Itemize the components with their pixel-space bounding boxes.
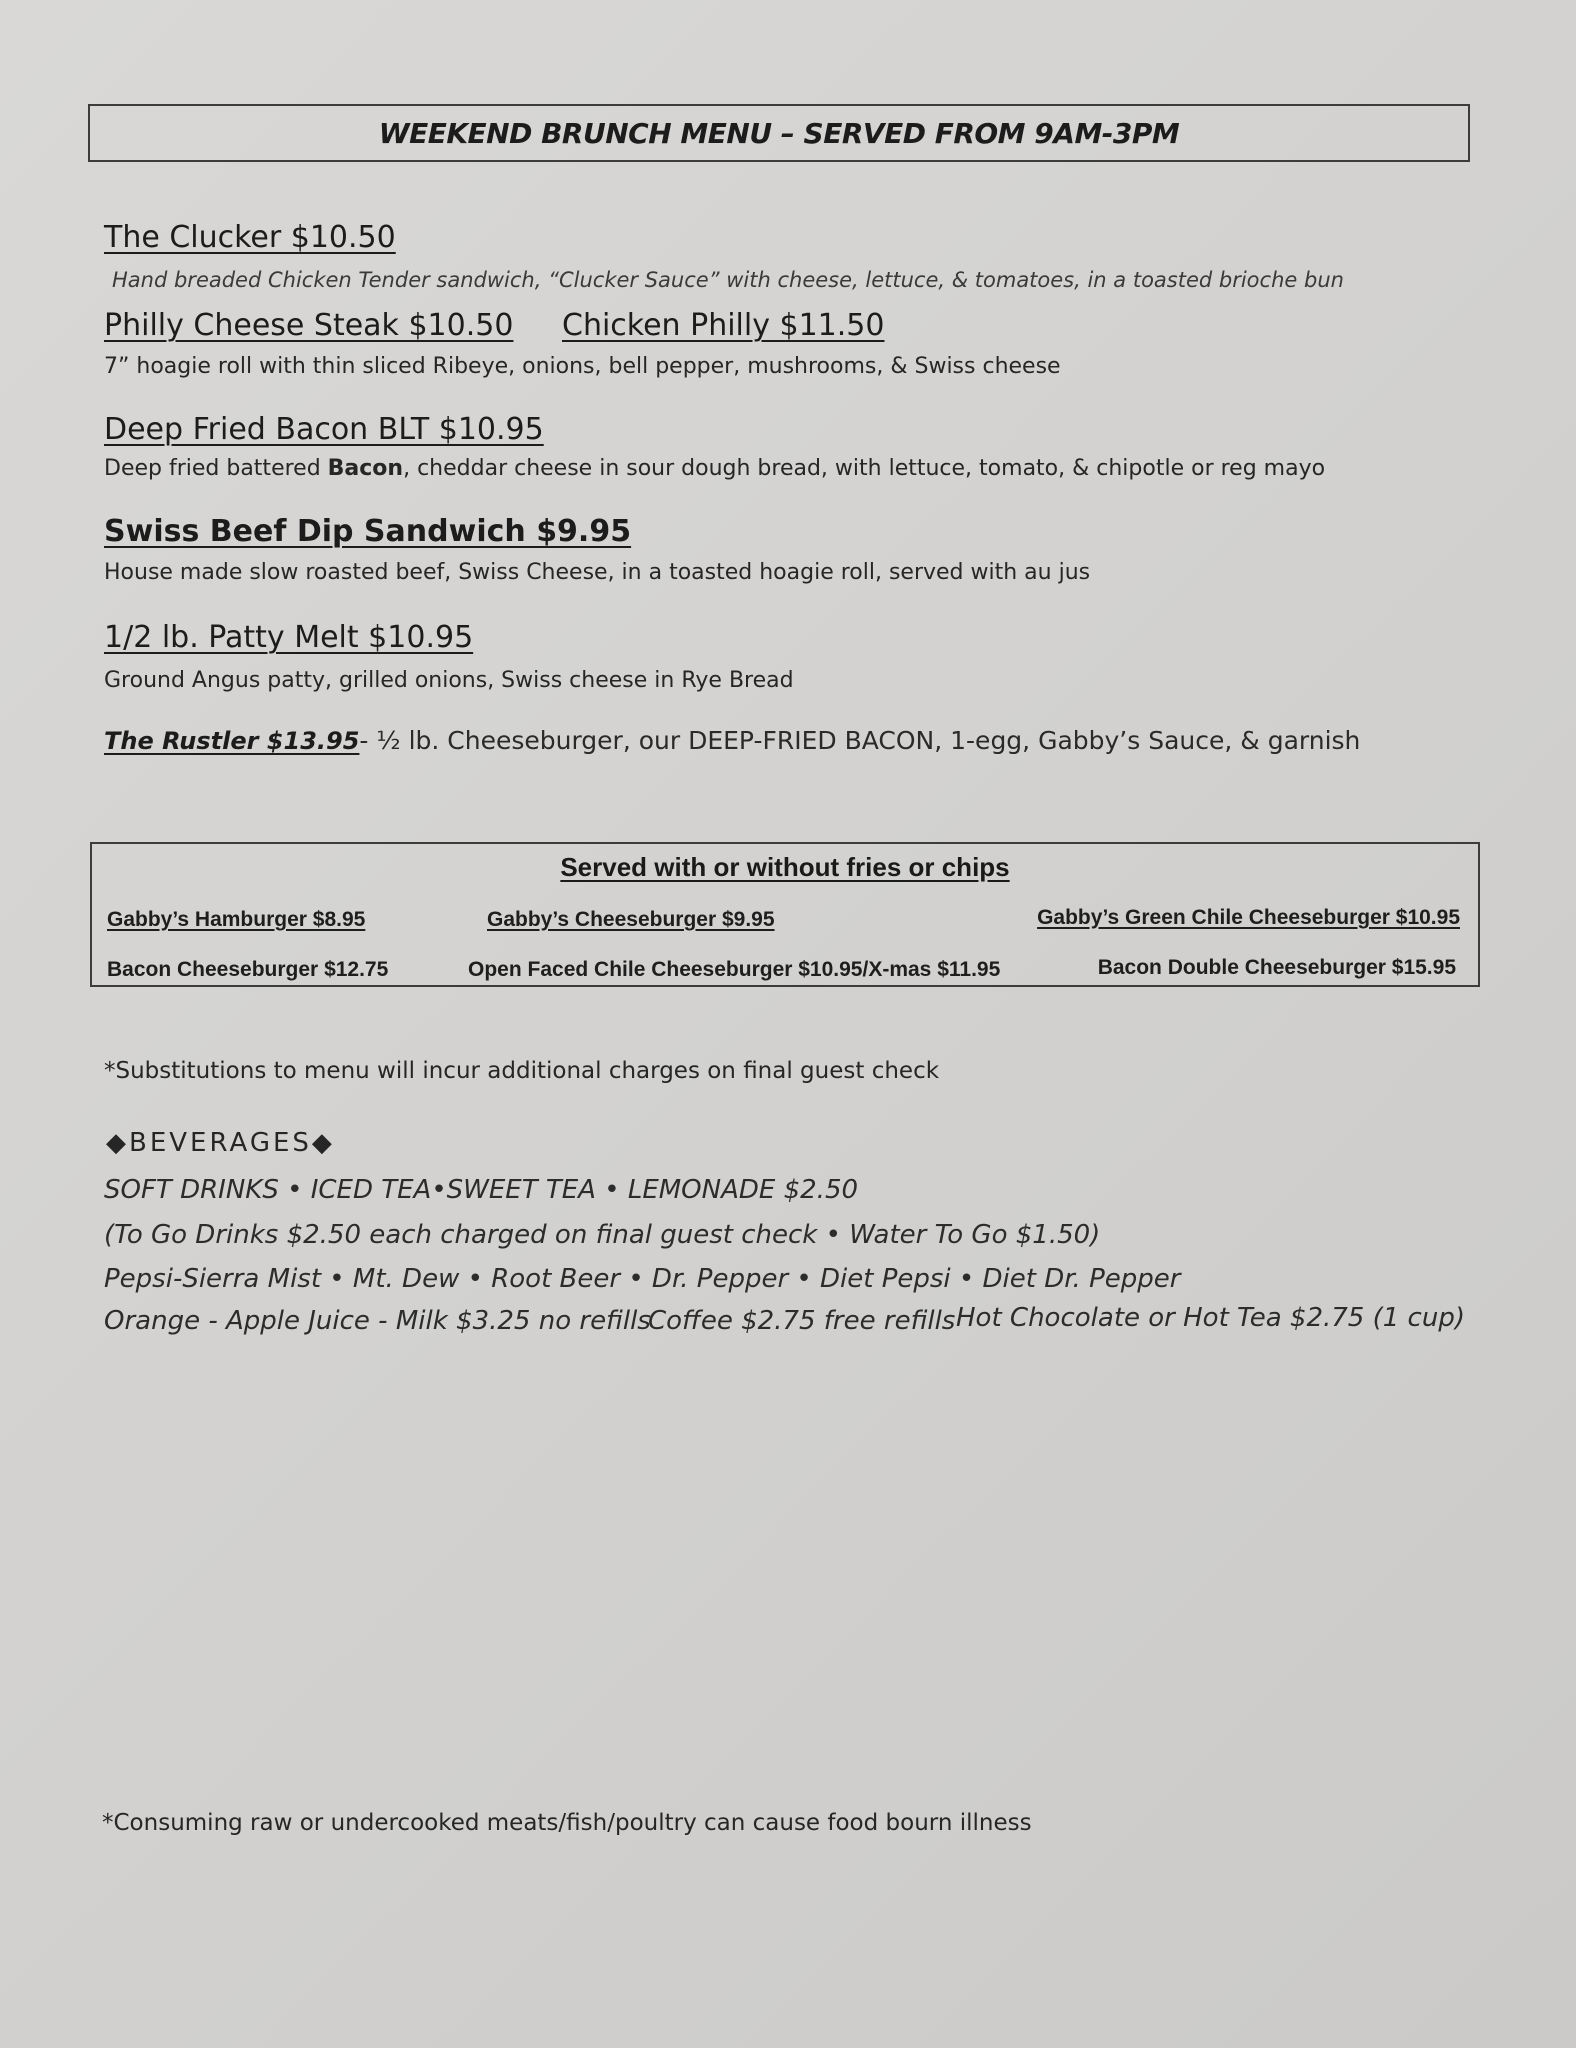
raw-food-warning: *Consuming raw or undercooked meats/fish/poultry can cause food bourn illness xyxy=(102,1810,1032,1836)
beverages-line-hot-drinks: Hot Chocolate or Hot Tea $2.75 (1 cup) xyxy=(956,1303,1465,1333)
item-desc-rustler: ½ lb. Cheeseburger, our DEEP-FRIED BACON, 1-egg, Gabby’s Sauce, & garnish xyxy=(376,726,1361,755)
burger-bacon-double-cheeseburger: Bacon Double Cheeseburger $15.95 xyxy=(1097,956,1456,979)
item-desc-swiss-beef-dip: House made slow roasted beef, Swiss Cheese, in a toasted hoagie roll, served with au jus xyxy=(104,560,1091,585)
menu-title: WEEKEND BRUNCH MENU – SERVED FROM 9AM-3PM xyxy=(378,116,1180,150)
item-desc-bacon-blt xyxy=(104,456,1325,481)
blt-desc-bacon: Bacon xyxy=(327,456,404,481)
burger-green-chile-cheeseburger: Gabby’s Green Chile Cheeseburger $10.95 xyxy=(1037,906,1460,929)
item-rustler xyxy=(104,726,1360,755)
item-title-philly-cheese-steak: Philly Cheese Steak $10.50 xyxy=(104,308,514,343)
substitutions-note: *Substitutions to menu will incur additional charges on final guest check xyxy=(104,1058,940,1084)
beverages-header: ◆BEVERAGES◆ xyxy=(106,1128,335,1158)
burger-open-faced-chile-cheeseburger: Open Faced Chile Cheeseburger $10.95/X-mas $11.95 xyxy=(468,958,1001,981)
blt-desc-post: , cheddar cheese in sour dough bread, with lettuce, tomato, & chipotle or reg mayo xyxy=(403,456,1326,481)
item-title-patty-melt: 1/2 lb. Patty Melt $10.95 xyxy=(104,620,474,655)
burger-gabbys-cheeseburger: Gabby’s Cheeseburger $9.95 xyxy=(487,908,775,931)
beverages-line-soft-drinks: SOFT DRINKS • ICED TEA•SWEET TEA • LEMONADE $2.50 xyxy=(104,1175,859,1205)
item-desc-patty-melt: Ground Angus patty, grilled onions, Swiss cheese in Rye Bread xyxy=(104,668,794,693)
rustler-separator: - xyxy=(359,726,377,755)
item-desc-clucker: Hand breaded Chicken Tender sandwich, “Clucker Sauce” with cheese, lettuce, & tomatoes, in a toasted brioche bun xyxy=(112,268,1344,292)
beverages-line-juice: Orange - Apple Juice - Milk $3.25 no refills xyxy=(104,1306,651,1336)
item-title-chicken-philly: Chicken Philly $11.50 xyxy=(562,308,885,343)
burger-box-header: Served with or without fries or chips xyxy=(560,852,1010,882)
beverages-line-to-go: (To Go Drinks $2.50 each charged on final guest check • Water To Go $1.50) xyxy=(104,1220,1101,1250)
beverages-line-coffee: Coffee $2.75 free refills xyxy=(648,1306,956,1336)
item-title-rustler: The Rustler $13.95 xyxy=(104,727,360,755)
menu-header-box xyxy=(88,104,1470,162)
item-title-bacon-blt: Deep Fried Bacon BLT $10.95 xyxy=(104,412,544,447)
burger-bacon-cheeseburger: Bacon Cheeseburger $12.75 xyxy=(107,958,389,981)
item-title-swiss-beef-dip: Swiss Beef Dip Sandwich $9.95 xyxy=(104,514,632,549)
item-desc-philly: 7” hoagie roll with thin sliced Ribeye, onions, bell pepper, mushrooms, & Swiss cheese xyxy=(104,354,1061,379)
blt-desc-pre: Deep fried battered xyxy=(104,456,328,481)
item-title-clucker: The Clucker $10.50 xyxy=(104,220,396,255)
burger-gabbys-hamburger: Gabby’s Hamburger $8.95 xyxy=(107,908,366,931)
beverages-line-sodas: Pepsi-Sierra Mist • Mt. Dew • Root Beer • Dr. Pepper • Diet Pepsi • Diet Dr. Pepper xyxy=(104,1264,1181,1294)
burger-box xyxy=(90,842,1480,987)
